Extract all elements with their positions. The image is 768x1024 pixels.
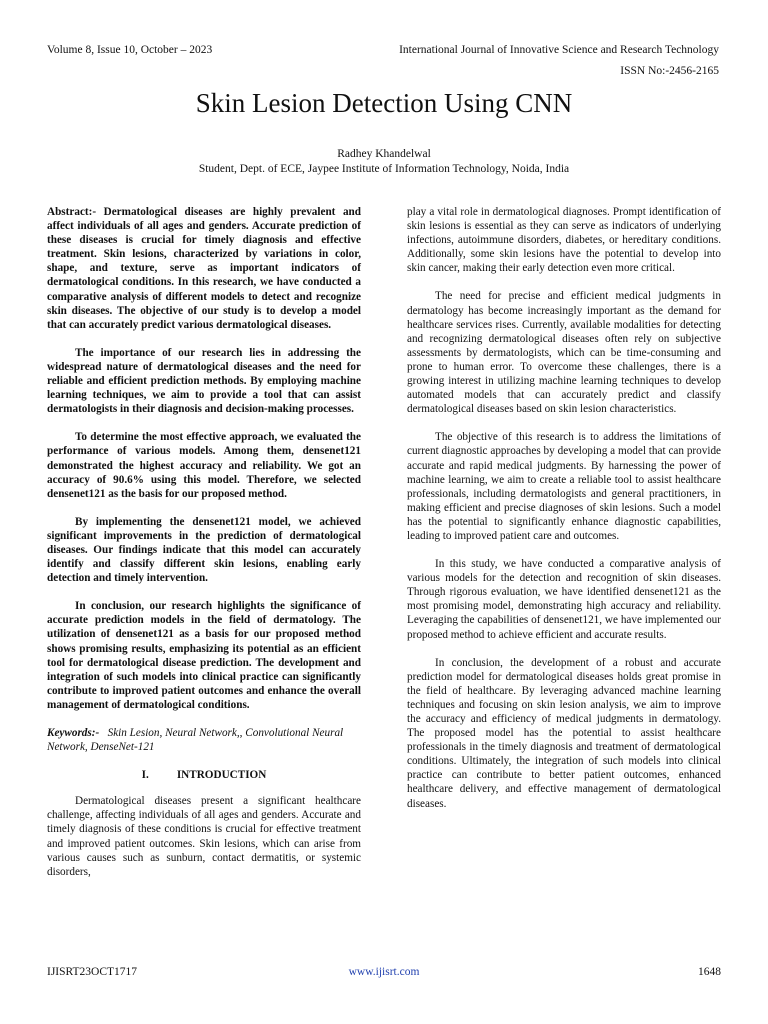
header-volume: Volume 8, Issue 10, October – 2023 [47,44,213,56]
section-heading-introduction [47,768,361,782]
footer-page-number: 1648 [698,966,721,978]
right-paragraph-3: The objective of this research is to address the limitations of current diagnostic approaches by developing a model that can provide accurate and rapid medical judgments. By harnessing the power of machine learning, we aim to create a reliable tool to assist healthcare professionals, including dermatologists and general practitioners, in making efficient and precise diagnoses of skin lesions. Such a model has the potential to significantly enhance diagnostic capabilities, leading to improved patient care and outcomes. [407,431,721,542]
abstract-paragraph-2: The importance of our research lies in addressing the widespread nature of dermatological diseases and the need for reliable and efficient prediction methods. By employing machine learning techniques, we aim to provide a tool that can assist dermatologists in their diagnosis and decision-making processes. [47,346,361,416]
left-column [47,205,361,893]
right-paragraph-1: play a vital role in dermatological diagnoses. Prompt identification of skin lesions is essential as they can serve as indicators of underlying infections, autoimmune disorders, diabetes, or hereditary conditions. Additionally, some skin lesions have the potential to develop into skin cancer, making their early detection even more critical. [407,206,721,275]
right-paragraph-2: The need for precise and efficient medical judgments in dermatology has become increasingly important as the demand for healthcare services rises. Currently, available modalities for detecting and recognizing dermatological diseases often rely on subjective assessments by dermatologists, which can be time-consuming and prone to human error. To overcome these challenges, there is a growing interest in utilizing machine learning techniques to develop automated models that can accurately predict and classify dermatological diseases based on skin lesion characteristics. [407,290,721,416]
author-name: Radhey Khandelwal [337,148,431,160]
footer-website-link[interactable]: www.ijisrt.com [348,966,420,978]
keywords-list: Skin Lesion, Neural Network,, Convolutional Neural Network, DenseNet-121 [47,727,344,754]
section-number: I. [141,769,149,782]
header-issn: ISSN No:-2456-2165 [620,65,719,77]
abstract-paragraph-5: In conclusion, our research highlights the significance of accurate prediction models in the field of dermatology. The utilization of densenet121 as a basis for our proposed method shows promising results, emphasizing its potential as an efficient tool for dermatological disease prediction. The development and integration of such models into clinical practice can significantly contribute to improved patient outcomes and enhance the overall management of dermatological conditions. [47,600,361,711]
abstract-paragraph-3: To determine the most effective approach, we evaluated the performance of various models. Among them, densenet121 demonstrated the highest accuracy and reliability. We got an accuracy of 90.6% using this model. Therefore, we selected densenet121 as the basis for our proposed method. [47,431,361,500]
right-paragraph-5: In conclusion, the development of a robust and accurate prediction model for dermatological diseases holds great promise in the field of healthcare. By leveraging advanced machine learning techniques and focusing on skin lesion analysis, we aim to improve the accuracy and efficiency of medical judgments in dermatology. The proposed model has the potential to assist healthcare professionals in the timely diagnosis and treatment of dermatological conditions. Ultimately, the integration of such models into clinical practice can contribute to better patient outcomes, enhanced healthcare delivery, and effective management of dermatological diseases. [407,656,721,810]
keywords-label: Keywords:- [47,727,100,739]
abstract-paragraph-1: Abstract:- Dermatological diseases are highly prevalent and affect individuals of all ages and genders. Accurate prediction of these diseases is crucial for timely diagnosis and effective treatment. Skin lesions, characterized by variations in color, shape, and texture, serve as important indicators of dermatological conditions. In this research, we have conducted a comparative analysis of different models to detect and recognize skin diseases. The objective of our study is to develop a model that can accurately predict various dermatological diseases. [47,206,361,331]
right-column [407,205,721,825]
abstract-paragraph-4: By implementing the densenet121 model, we achieved significant improvements in the prediction of dermatological diseases. Our findings indicate that this model can accurately identify and classify different skin lesions, enabling early detection and timely intervention. [47,515,361,585]
right-paragraph-4: In this study, we have conducted a comparative analysis of various models for the detection and recognition of skin diseases. Through rigorous evaluation, we have identified densenet121 as the most promising model, demonstrating high accuracy and reliability. Leveraging the capabilities of densenet121, we have implemented our proposed method to achieve efficient and accurate results. [407,558,721,641]
paper-title: Skin Lesion Detection Using CNN [195,88,573,118]
section-title: INTRODUCTION [176,769,267,782]
author-affiliation: Student, Dept. of ECE, Jaypee Institute of Information Technology, Noida, India [198,163,570,175]
footer-paper-id: IJISRT23OCT1717 [47,966,138,978]
header-journal: International Journal of Innovative Science and Research Technology [399,44,719,56]
intro-paragraph-1: Dermatological diseases present a significant healthcare challenge, affecting individuals of all ages and genders. Accurate and timely diagnosis of these conditions is crucial for effective treatment and improved patient outcomes. Skin lesions, which can arise from various causes such as sunburn, contact dermatitis, or systemic disorders, [47,795,361,878]
keywords [47,726,361,754]
